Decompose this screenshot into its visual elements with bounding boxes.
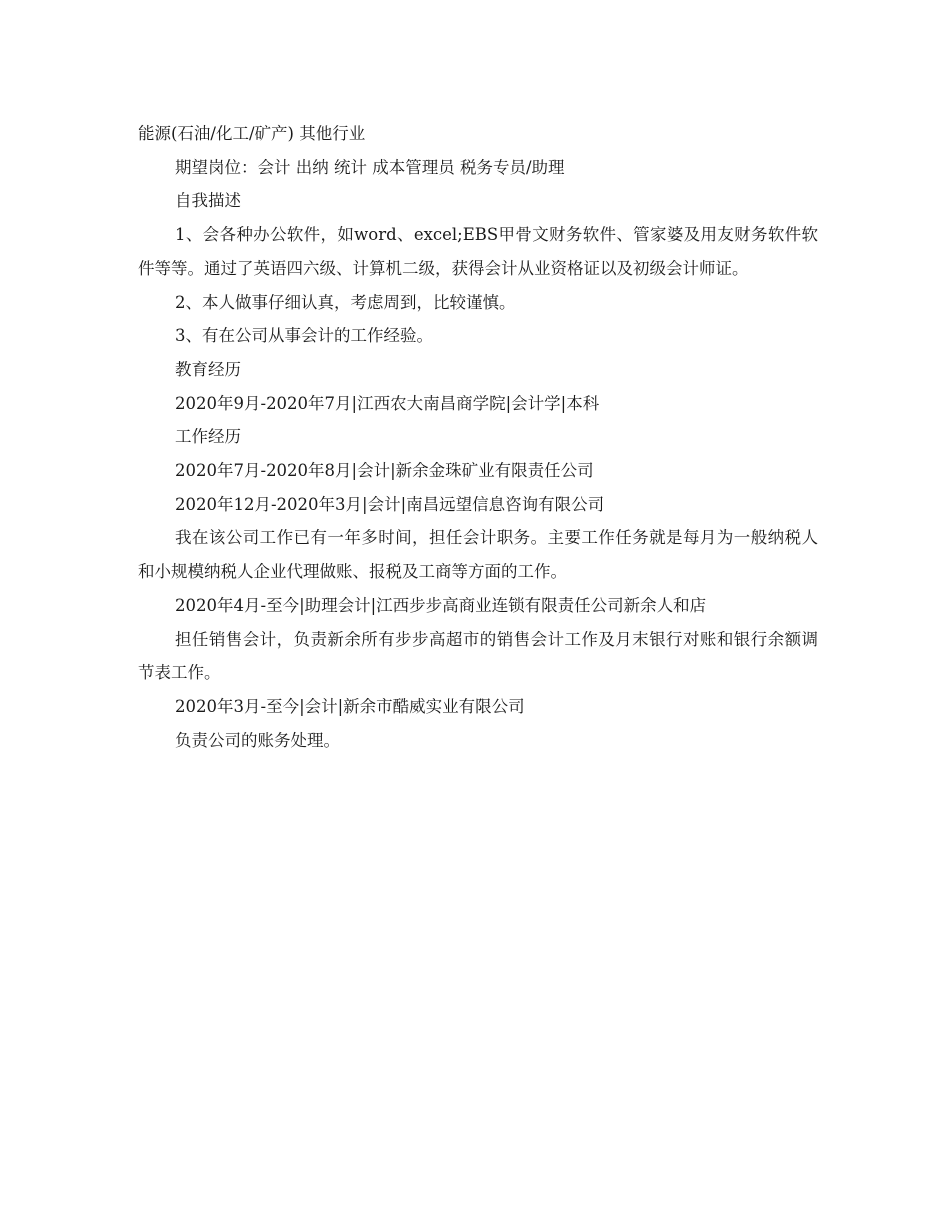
self-description-item-2: 2、本人做事仔细认真，考虑周到，比较谨慎。 (175, 292, 516, 312)
document-body (138, 117, 818, 757)
section-heading-work-experience: 工作经历 (175, 427, 241, 447)
work-entry-1: 2020年7月-2020年8月|会计|新余金珠矿业有限责任公司 (175, 461, 594, 481)
self-description-item-3: 3、有在公司从事会计的工作经验。 (175, 326, 433, 346)
work-entry-4-description: 负责公司的账务处理。 (175, 730, 340, 750)
education-entry: 2020年9月-2020年7月|江西农大南昌商学院|会计学|本科 (175, 393, 600, 413)
work-entry-2: 2020年12月-2020年3月|会计|南昌远望信息咨询有限公司 (175, 494, 605, 514)
work-entry-4: 2020年3月-至今|会计|新余市酷威实业有限公司 (175, 696, 525, 716)
section-heading-education: 教育经历 (175, 359, 241, 379)
work-entry-2-description: 我在该公司工作已有一年多时间，担任会计职务。主要工作任务就是每月为一般纳税人和小规模纳税人企业代理做账、报税及工商等方面的工作。 (138, 528, 818, 582)
industry-line: 能源(石油/化工/矿产) 其他行业 (138, 124, 366, 143)
self-description-item-1: 1、会各种办公软件，如word、excel;EBS甲骨文财务软件、管家婆及用友财务软件软件等等。通过了英语四六级、计算机二级，获得会计从业资格证以及初级会计师证。 (138, 225, 818, 278)
expected-position-line: 期望岗位：会计 出纳 统计 成本管理员 税务专员/助理 (175, 157, 565, 177)
section-heading-self-description: 自我描述 (175, 191, 241, 211)
work-entry-3: 2020年4月-至今|助理会计|江西步步高商业连锁有限责任公司新余人和店 (175, 595, 707, 615)
work-entry-3-description: 担任销售会计，负责新余所有步步高超市的销售会计工作及月末银行对账和银行余额调节表工作。 (138, 629, 818, 683)
